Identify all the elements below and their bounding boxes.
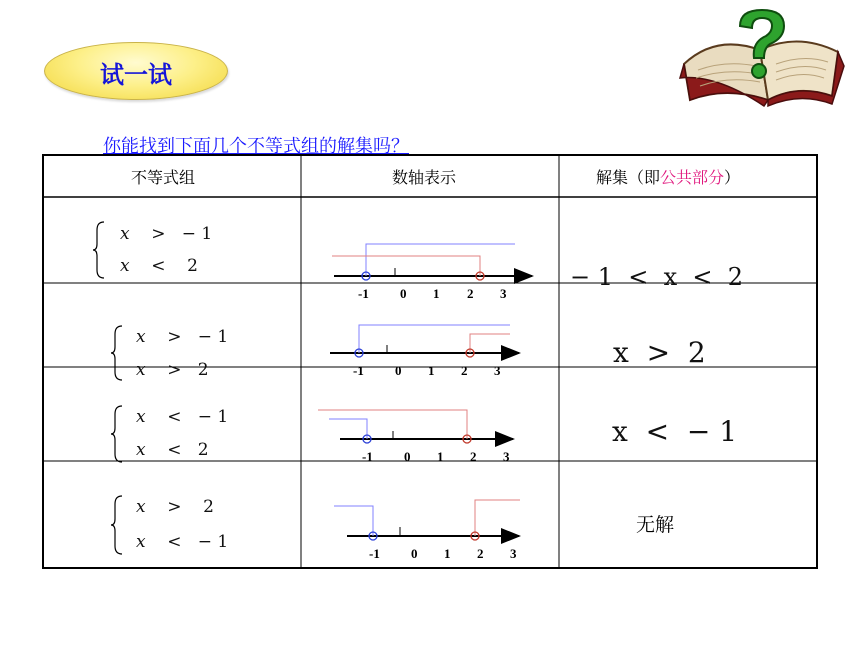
tick-label: 3	[510, 546, 517, 561]
solution-row-2: x > 2	[613, 336, 706, 369]
tick-label: 3	[494, 363, 501, 378]
ineq-row-2-b: x > 2	[136, 360, 209, 380]
tick-label: 3	[500, 286, 507, 301]
header-solution-prefix: 解集（即	[596, 168, 661, 187]
solution-row-3: x < − 1	[612, 415, 738, 448]
ineq-row-4-b: x < − 1	[136, 532, 229, 552]
ineq-row-3-b: x < 2	[136, 440, 209, 460]
brace-icon	[110, 324, 124, 382]
solution-row-4: 无解	[636, 514, 675, 536]
brace-icon	[92, 220, 106, 280]
tick-label: 1	[444, 546, 451, 561]
tick-label: -1	[353, 363, 364, 378]
inequality-system-row-2	[110, 324, 280, 384]
ineq-row-4-a: x > 2	[136, 497, 214, 517]
header-solution-highlight: 公共部分	[660, 168, 725, 187]
ineq-row-2-a: x > − 1	[136, 327, 229, 347]
ineq-row-3-a: x < − 1	[136, 407, 229, 427]
tick-label: -1	[369, 546, 380, 561]
header-solution-set	[596, 165, 740, 188]
inequality-system-row-1	[92, 220, 262, 284]
header-number-line: 数轴表示	[392, 168, 457, 187]
number-line-row-2	[330, 325, 519, 357]
tick-label: 2	[477, 546, 484, 561]
tick-label: 1	[433, 286, 440, 301]
tick-label: -1	[358, 286, 369, 301]
solution-row-1: − 1 < x < 2	[570, 263, 744, 291]
tick-label: 0	[411, 546, 418, 561]
number-line-row-3	[318, 410, 513, 443]
header-inequality-system: 不等式组	[131, 168, 196, 187]
tick-label: 3	[503, 449, 510, 464]
brace-icon	[110, 404, 124, 464]
tick-label: 0	[400, 286, 407, 301]
number-line-row-1	[332, 244, 532, 280]
tick-label: 2	[467, 286, 474, 301]
inequality-system-row-3	[110, 404, 280, 466]
ineq-row-1-a: x > − 1	[120, 224, 213, 244]
header-solution-suffix: ）	[724, 168, 741, 187]
tick-label: -1	[362, 449, 373, 464]
tick-label: 1	[437, 449, 444, 464]
tick-label: 0	[395, 363, 402, 378]
tick-label: 2	[461, 363, 468, 378]
tick-label: 0	[404, 449, 411, 464]
inequality-system-row-4	[110, 494, 280, 558]
question-subtitle: 你能找到下面几个不等式组的解集吗？	[103, 136, 409, 157]
tick-label: 2	[470, 449, 477, 464]
badge-label: 试一试	[100, 61, 172, 89]
tick-label: 1	[428, 363, 435, 378]
number-line-row-4	[334, 500, 520, 540]
ineq-row-1-b: x < 2	[120, 256, 198, 276]
brace-icon	[110, 494, 124, 556]
